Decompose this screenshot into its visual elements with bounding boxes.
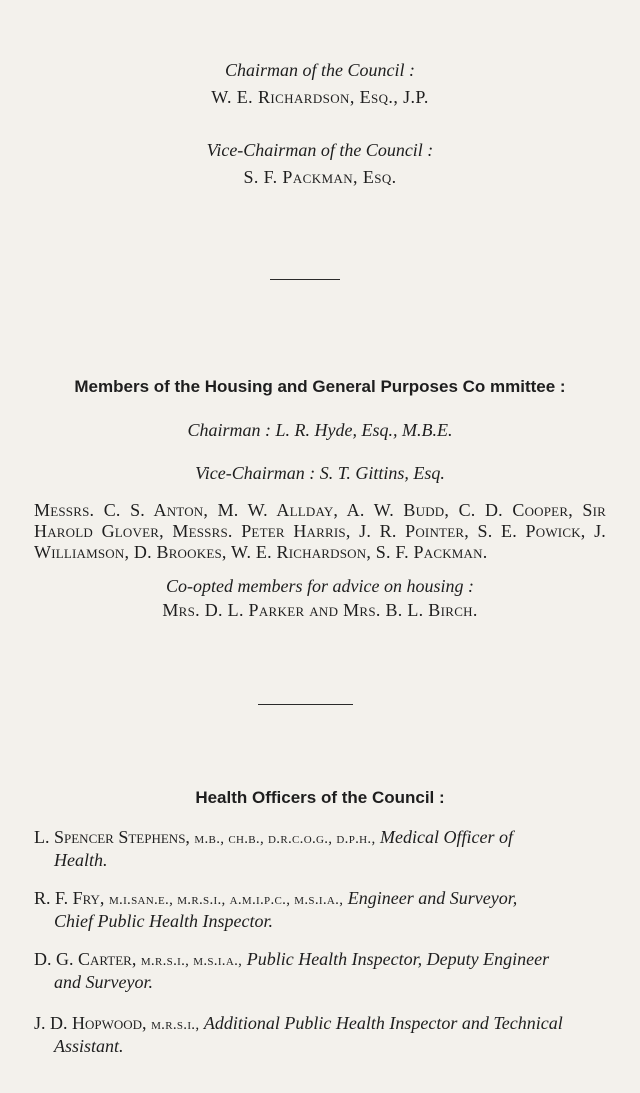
officer-role-continued: Chief Public Health Inspector. bbox=[54, 911, 273, 931]
coopted-label: Co-opted members for advice on housing : bbox=[166, 576, 474, 596]
divider-1 bbox=[270, 279, 340, 280]
officer-qualifications: m.r.s.i., bbox=[151, 1017, 200, 1033]
officer-entry bbox=[34, 827, 606, 871]
officer-role: Medical Officer of bbox=[380, 827, 513, 847]
officer-role-continued: and Surveyor. bbox=[54, 972, 153, 992]
officer-entry bbox=[34, 888, 606, 932]
officer-role: Engineer and Surveyor, bbox=[347, 888, 518, 908]
officer-entry bbox=[34, 1013, 606, 1057]
officer-name: J. D. Hopwood, bbox=[34, 1013, 147, 1033]
council-chairman-title: Chairman of the Council : bbox=[225, 60, 415, 80]
officer-role-continued: Health. bbox=[54, 850, 108, 870]
committee-members: Messrs. C. S. Anton, M. W. Allday, A. W. Budd, C. D. Cooper, Sir Harold Glover, Messrs. Peter Harris, J. R. Pointer, S. E. Powick, J. Williamson, D. Brookes, W. E. Richardson, S. F. Packman. bbox=[34, 500, 606, 562]
council-vice-chairman-title: Vice-Chairman of the Council : bbox=[206, 140, 434, 160]
officer-entry bbox=[34, 949, 606, 993]
council-chairman-name: W. E. Richardson, Esq., J.P. bbox=[211, 87, 429, 107]
officer-role: Public Health Inspector, Deputy Engineer bbox=[246, 949, 550, 969]
officer-role-continued: Assistant. bbox=[54, 1036, 124, 1056]
committee-heading: Members of the Housing and General Purposes Co mmittee : bbox=[74, 377, 566, 396]
officer-qualifications: m.r.s.i., m.s.i.a., bbox=[140, 953, 243, 969]
divider-2 bbox=[258, 704, 353, 705]
health-officers-heading: Health Officers of the Council : bbox=[195, 788, 445, 807]
officer-name: L. Spencer Stephens, bbox=[34, 827, 190, 847]
officer-role: Additional Public Health Inspector and Technical bbox=[203, 1013, 563, 1033]
committee-vice-chairman: Vice-Chairman : S. T. Gittins, Esq. bbox=[195, 463, 445, 483]
officer-qualifications: m.i.san.e., m.r.s.i., a.m.i.p.c., m.s.i.a., bbox=[108, 892, 344, 908]
council-vice-chairman-name: S. F. Packman, Esq. bbox=[243, 167, 397, 187]
officer-qualifications: m.b., ch.b., d.r.c.o.g., d.p.h., bbox=[194, 831, 376, 847]
officer-name: D. G. Carter, bbox=[34, 949, 137, 969]
committee-chairman: Chairman : L. R. Hyde, Esq., M.B.E. bbox=[187, 420, 453, 440]
officer-name: R. F. Fry, bbox=[34, 888, 105, 908]
coopted-names: Mrs. D. L. Parker and Mrs. B. L. Birch. bbox=[162, 600, 478, 620]
